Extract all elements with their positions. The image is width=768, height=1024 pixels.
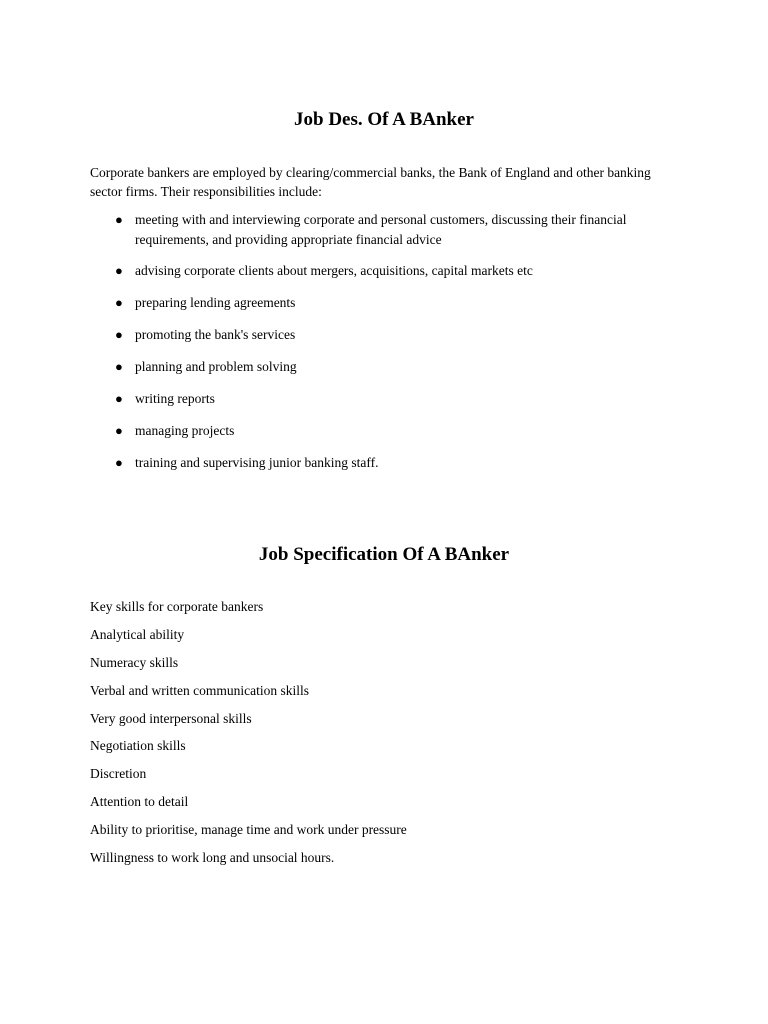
bullet-icon: ● bbox=[115, 327, 123, 343]
job-description-intro: Corporate bankers are employed by clearing/commercial banks, the Bank of England and other banking sector firms. Their responsibilities include: bbox=[90, 165, 651, 199]
job-description-heading: Job Des. Of A BAnker bbox=[294, 109, 474, 130]
skill-item: Analytical ability bbox=[90, 626, 185, 642]
list-item bbox=[90, 261, 680, 281]
job-specification-heading: Job Specification Of A BAnker bbox=[258, 544, 510, 565]
list-item bbox=[90, 210, 680, 249]
list-item-text: promoting the bank's services bbox=[135, 327, 296, 343]
skill-item: Discretion bbox=[90, 766, 147, 782]
bullet-icon: ● bbox=[115, 295, 123, 311]
skill-item: Attention to detail bbox=[90, 794, 189, 810]
list-item-text: meeting with and interviewing corporate and personal customers, discussing their financial requirements, and providing appropriate financial advice bbox=[135, 212, 627, 247]
skill-item: Willingness to work long and unsocial hours. bbox=[90, 850, 335, 866]
bullet-icon: ● bbox=[115, 212, 123, 227]
skills-list bbox=[90, 597, 680, 876]
list-item-text: writing reports bbox=[135, 390, 215, 406]
skill-item: Very good interpersonal skills bbox=[90, 710, 252, 726]
skill-item: Numeracy skills bbox=[90, 654, 179, 670]
bullet-icon: ● bbox=[115, 422, 123, 438]
list-item-text: advising corporate clients about mergers, acquisitions, capital markets etc bbox=[135, 263, 533, 279]
skill-item: Negotiation skills bbox=[90, 738, 186, 754]
list-item-text: managing projects bbox=[135, 422, 235, 438]
list-item bbox=[90, 357, 680, 377]
skills-intro: Key skills for corporate bankers bbox=[90, 599, 264, 614]
bullet-icon: ● bbox=[115, 454, 123, 470]
bullet-icon: ● bbox=[115, 359, 123, 375]
list-item bbox=[90, 389, 680, 409]
skill-item: Verbal and written communication skills bbox=[90, 682, 309, 698]
responsibilities-list bbox=[90, 210, 680, 485]
list-item bbox=[90, 421, 680, 441]
list-item-text: preparing lending agreements bbox=[135, 295, 296, 311]
list-item bbox=[90, 453, 680, 473]
list-item-text: planning and problem solving bbox=[135, 359, 297, 375]
bullet-icon: ● bbox=[115, 390, 123, 406]
list-item-text: training and supervising junior banking staff. bbox=[135, 454, 379, 470]
list-item bbox=[90, 293, 680, 313]
bullet-icon: ● bbox=[115, 263, 123, 279]
skill-item: Ability to prioritise, manage time and work under pressure bbox=[90, 822, 407, 838]
list-item bbox=[90, 325, 680, 345]
